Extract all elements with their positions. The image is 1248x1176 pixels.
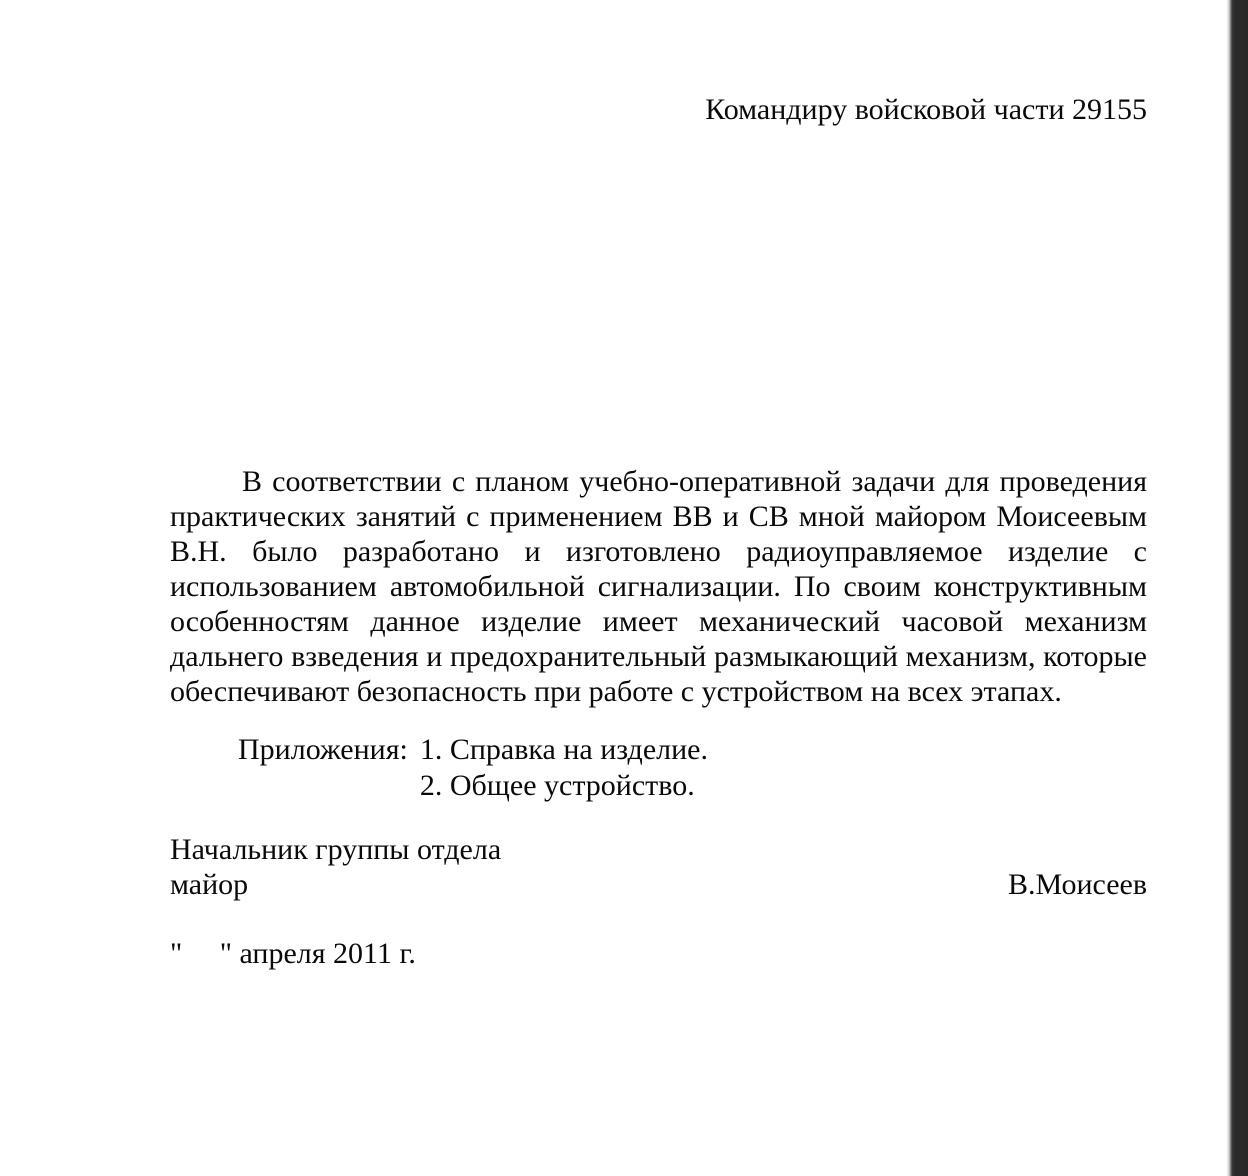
date-line: " " апреля 2011 г. <box>170 937 416 970</box>
attachments-label: Приложения: <box>238 733 408 766</box>
signature-title: Начальник группы отдела <box>170 833 502 866</box>
attachments-block <box>238 732 708 804</box>
body-paragraph: В соответствии с планом учебно-оперативной задачи для проведения практических занятий с применением ВВ и СВ мной майором Моисеевым В.Н. было разработано и изготовлено радиоуправляемое изделие с использованием автомобильной сигнализации. По своим конструктивным особенностям данное изделие имеет механический часовой механизм дальнего взведения и предохранительный размыкающий механизм, которые обеспечивают безопасность при работе с устройством на всех этапах. <box>170 465 1147 708</box>
attachment-item: 1. Справка на изделие. <box>419 733 708 766</box>
right-dark-strip <box>1227 0 1248 1176</box>
signature-rank: майор <box>170 868 249 901</box>
attachments-list <box>420 732 708 804</box>
signature-block <box>170 832 1147 902</box>
signature-row <box>170 867 1147 902</box>
recipient-line: Командиру войсковой части 29155 <box>705 93 1147 126</box>
attachment-item: 2. Общее устройство. <box>419 769 695 802</box>
signature-name: В.Моисеев <box>1008 868 1147 901</box>
